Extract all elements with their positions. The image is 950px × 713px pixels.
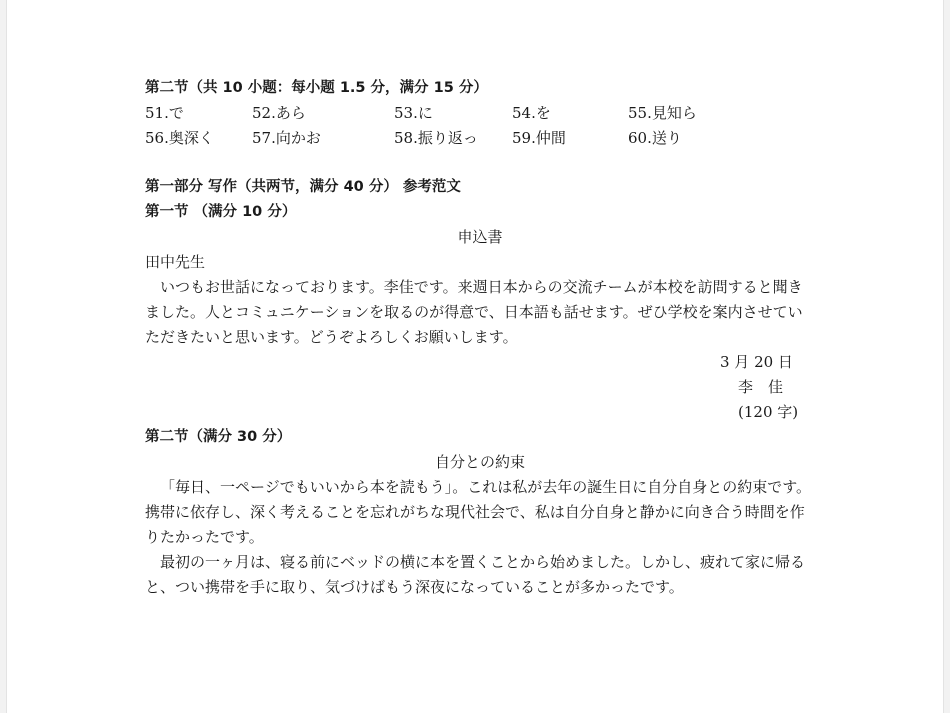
answer-57: 57.向かお <box>252 129 321 147</box>
answers-row-1 <box>145 101 815 126</box>
answer-56: 56.奥深く <box>145 129 214 147</box>
answer-58: 58.振り返っ <box>394 129 478 147</box>
answer-53: 53.に <box>394 104 433 122</box>
right-frame <box>943 0 950 713</box>
letter-count: (120 字) <box>738 403 799 421</box>
letter-date: 3 月 20 日 <box>720 353 793 371</box>
answer-60: 60.送り <box>628 129 682 147</box>
left-frame <box>0 0 7 713</box>
essay-title: 自分との約束 <box>434 453 525 471</box>
letter-signature: 李 佳 <box>738 378 784 396</box>
document-page <box>145 76 815 600</box>
essay-paragraph-2: 最初の一ヶ月は、寝る前にベッドの横に本を置くことから始めました。しかし、疲れて家に帰ると、つい携帯を手に取り、気づけばもう深夜になっていることが多かったです。 <box>145 553 806 596</box>
letter-title: 申込書 <box>457 228 503 246</box>
essay-paragraph-1: 「毎日、一ページでもいいから本を読もう」。これは私が去年の誕生日に自分自身との約束です。携帯に依存し、深く考えることを忘れがちな現代社会で、私は自分自身と静かに向き合う時間を作りたかったです。 <box>145 478 812 546</box>
letter-count-line <box>145 400 815 425</box>
letter-signature-line <box>145 375 815 400</box>
letter-date-line <box>145 350 815 375</box>
answer-54: 54.を <box>512 104 551 122</box>
answer-55: 55.見知ら <box>628 104 697 122</box>
sec1-header: 第一节 （满分 10 分） <box>145 204 297 220</box>
letter-body: いつもお世話になっております。李佳です。来週日本からの交流チームが本校を訪問すると聞きました。人とコミュニケーションを取るのが得意で、日本語も話せます。ぜひ学校を案内させていただきたいと思います。どうぞよろしくお願いします。 <box>145 278 803 346</box>
sec2-header: 第二节（满分 30 分） <box>145 429 292 445</box>
answer-52: 52.あら <box>252 104 306 122</box>
letter-salutation: 田中先生 <box>145 253 206 271</box>
answer-59: 59.仲間 <box>512 129 566 147</box>
part1-header: 第一部分 写作（共两节，满分 40 分） 参考范文 <box>145 179 461 195</box>
answer-51: 51.で <box>145 104 184 122</box>
answers-row-2 <box>145 126 815 151</box>
section2-header: 第二节（共 10 小题：每小题 1.5 分，满分 15 分） <box>145 80 488 96</box>
